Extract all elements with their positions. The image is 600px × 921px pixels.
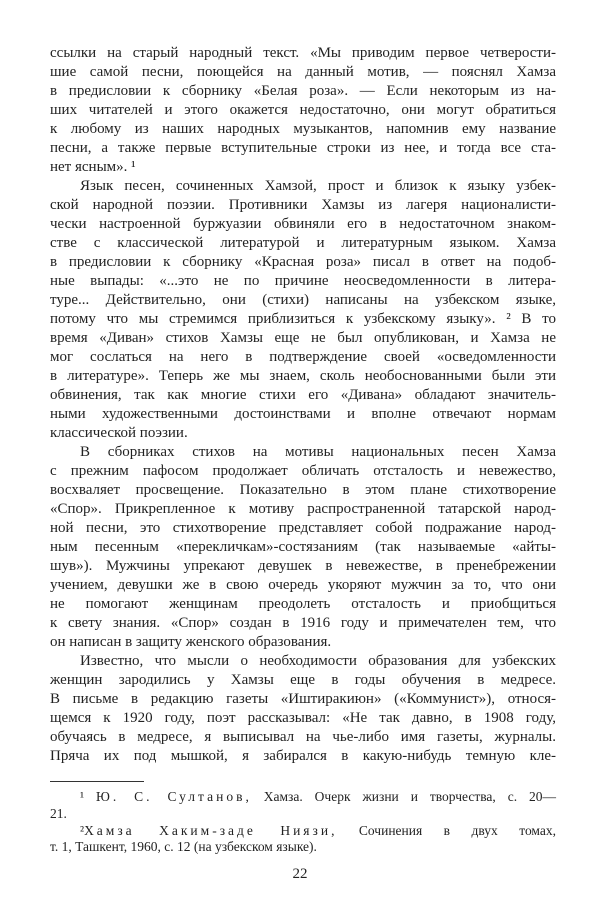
footnote-marker: ¹ [80, 789, 85, 804]
text-line: Известно, что мысли о необходимости образования для узбекских [80, 653, 556, 669]
text-line: восхваляет просвещение. Показательно в этом плане стихотворение [50, 482, 556, 498]
text-line: стве с классической литературой и литературным языком. Хамза [50, 235, 556, 251]
footnote-line: т. 1, Ташкент, 1960, с. 12 (на узбекском языке). [50, 839, 317, 855]
text-line: ной песни, это стихотворение представляет собой подражание народ- [50, 520, 556, 536]
footnote-line [50, 789, 556, 806]
text-line: к свету знания. «Спор» создан в 1916 году и примечателен тем, что [50, 615, 556, 631]
text-line: ших читателей и этого окажется недостаточно, они могут обратиться [50, 102, 556, 118]
text-line: не помогают женщинам преодолеть отсталость и приобщиться [50, 596, 556, 612]
text-line: песни, а также первые вступительные строки из нее, и тогда все ста- [50, 140, 556, 156]
text-line: обвинения, так как многие стихи его «Дивана» обладают значитель- [50, 387, 556, 403]
text-line: обучаясь в медресе, я выписывал на чье-либо имя газеты, журналы. [50, 729, 556, 745]
text-line: учением, девушки же в свою очередь укоряют мужчин за то, что они [50, 577, 556, 593]
text-line: чески настроенной буржуазии обвиняли его в недостаточном знаком- [50, 216, 556, 232]
footnote-2 [50, 823, 556, 857]
footnotes [50, 789, 556, 856]
text-line: время «Диван» стихов Хамзы еще не был опубликован, и Хамза не [50, 330, 556, 346]
footnote-1 [50, 789, 556, 823]
text-line: шие самой песни, поющейся на данный мотив, — пояснял Хамза [50, 64, 556, 80]
text-line: щемся к 1920 году, поэт рассказывал: «Не так давно, в 1908 году, [50, 710, 556, 726]
text-line: В письме в редакцию газеты «Иштиракиюн» («Коммунист»), относя- [50, 691, 556, 707]
text-line: «Спор». Прикрепленное к мотиву распространенной татарской народ- [50, 501, 556, 517]
text-line: В сборниках стихов на мотивы национальных песен Хамза [80, 444, 556, 460]
main-text [50, 44, 556, 766]
footnote-text: Хамза. Очерк жизни и творчества, с. 20— [251, 789, 557, 804]
text-line: туре... Действительно, они (стихи) написаны на узбекском языке, [50, 292, 556, 308]
text-line: с прежним пафосом продолжает обличать отсталость и невежество, [50, 463, 556, 479]
text-line: шув»). Мужчины упрекают девушек в невежестве, в пренебрежении [50, 558, 556, 574]
text-line: ссылки на старый народный текст. «Мы приводим первое четверости- [50, 45, 556, 61]
footnote-line: 21. [50, 805, 67, 821]
text-line: он написан в защиту женского образования. [50, 634, 332, 650]
text-line: женщин зародились у Хамзы еще в годы обучения в медресе. [50, 672, 556, 688]
text-line: в предисловии к сборнику «Красная роза» писал в ответ на подоб- [50, 254, 556, 270]
text-line: ской народной поэзии. Противники Хамзы из лагеря националисти- [50, 197, 556, 213]
text-line: нет ясным». ¹ [50, 159, 136, 175]
paragraph [50, 44, 556, 177]
footnote-divider [50, 781, 144, 782]
footnote-text: Сочинения в двух томах, [337, 822, 556, 838]
text-line: ным песенным «перекличкам»-состязаниям (так называемые «айты- [50, 539, 556, 555]
footnote-line [50, 823, 556, 840]
text-line: в литературе». Теперь же мы знаем, сколь необоснованными были эти [50, 368, 556, 384]
footnote-marker: ² [80, 822, 85, 838]
text-line: мог сослаться на него в подтверждение своей «осведомленности [50, 349, 556, 365]
paragraph [50, 177, 556, 443]
paragraph [50, 443, 556, 652]
paragraph [50, 652, 556, 766]
text-line: ными художественными достоинствами и вполне отвечают нормам [50, 406, 556, 422]
text-line: ные выпады: «...это не по причине неосведомленности в литера- [50, 273, 556, 289]
footnote-author: Хамза Хаким-заде Ниязи, [84, 822, 338, 838]
text-line: классической поэзии. [50, 425, 188, 441]
text-line: в предисловии к сборнику «Белая роза». — Если некоторым из на- [50, 83, 556, 99]
text-line: Язык песен, сочиненных Хамзой, прост и близок к языку узбек- [80, 178, 556, 194]
text-line: потому что мы стремимся приблизиться к узбекскому языку». ² В то [50, 311, 556, 327]
page-number: 22 [292, 866, 308, 882]
footnote-author: Ю. С. Султанов, [96, 789, 252, 804]
text-line: к любому из наших народных музыкантов, напомнив ему название [50, 121, 556, 137]
text-line: Пряча их под мышкой, я забирался в какую-нибудь темную кле- [50, 748, 556, 764]
